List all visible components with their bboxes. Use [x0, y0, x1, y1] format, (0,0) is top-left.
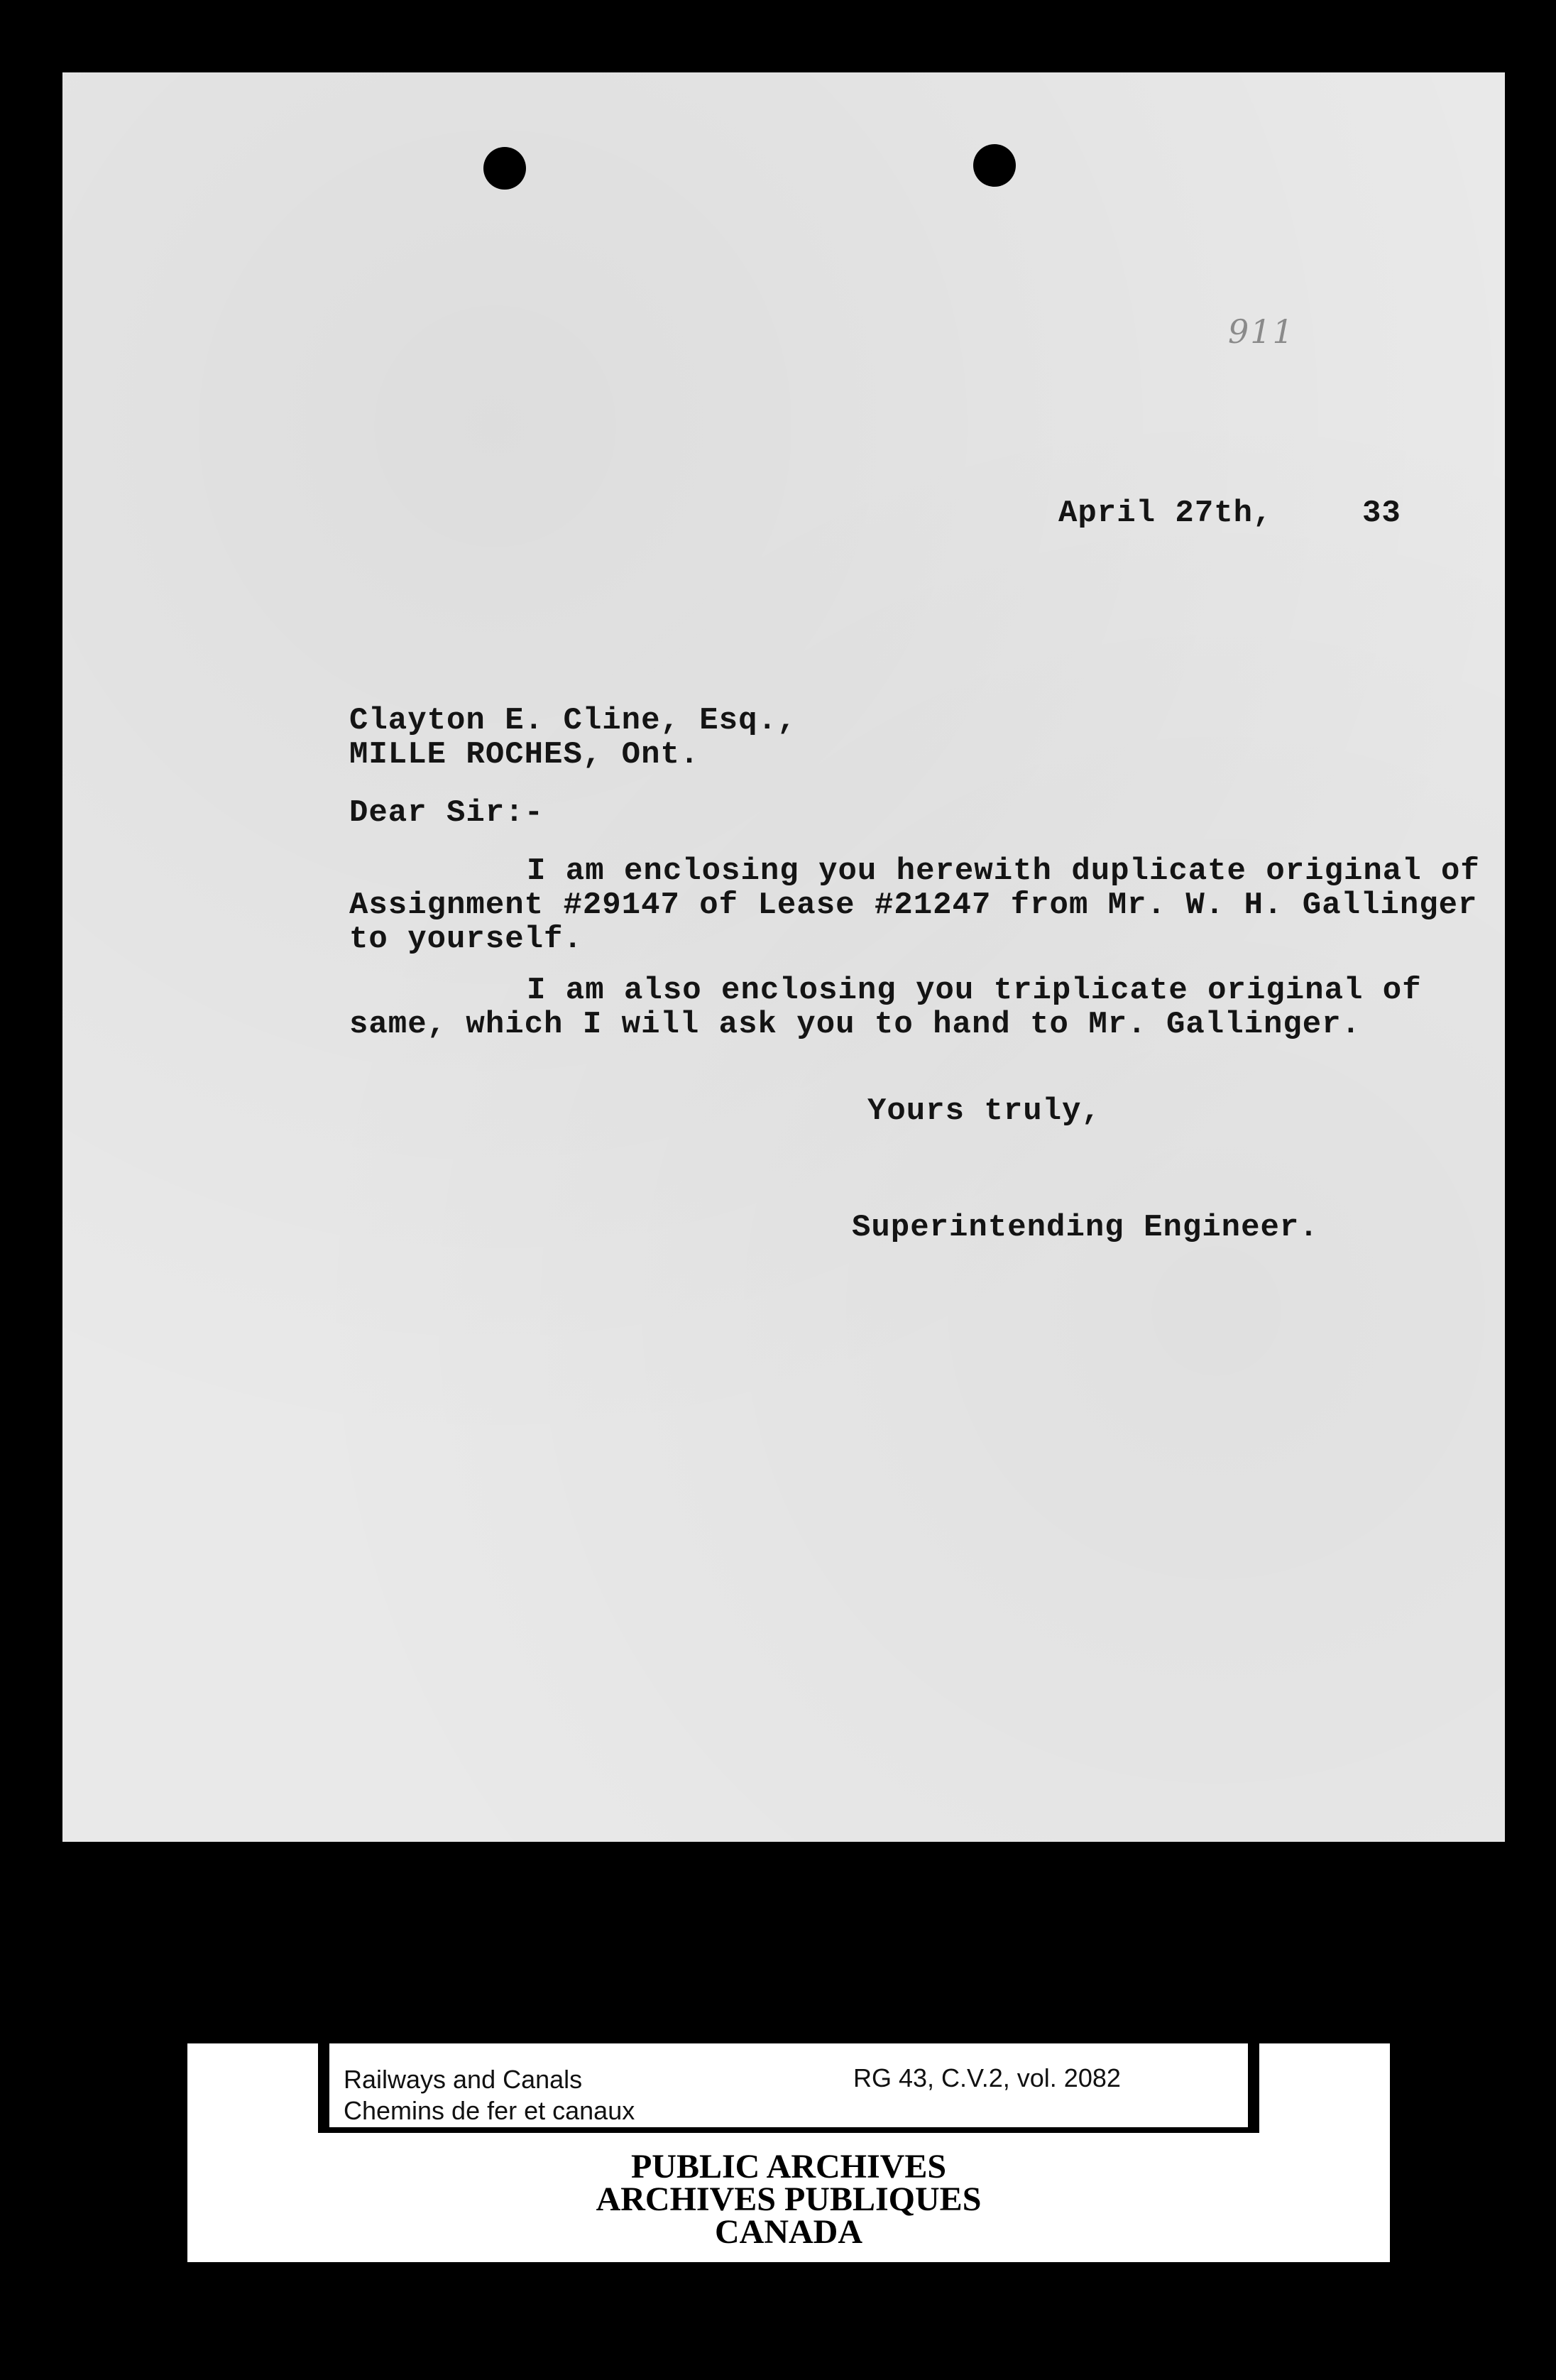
signature-title: Superintending Engineer. — [852, 1210, 1319, 1245]
label-reference-box — [329, 2043, 1248, 2127]
recipient-place: MILLE ROCHES, Ont. — [349, 737, 700, 773]
salutation: Dear Sir:- — [349, 795, 544, 831]
letter-sheet — [62, 72, 1505, 1842]
paragraph1-line: to yourself. — [349, 922, 583, 957]
label-reference-bar — [318, 2043, 1259, 2133]
archives-country: CANADA — [715, 2213, 862, 2251]
letter-date: April 27th, — [1058, 496, 1273, 531]
pencil-file-number: 911 — [1228, 312, 1295, 351]
archives-title-fr: ARCHIVES PUBLIQUES — [596, 2180, 982, 2218]
paragraph1-line: Assignment #29147 of Lease #21247 from Mr. W. H. Gallinger — [349, 888, 1478, 923]
recipient-name: Clayton E. Cline, Esq., — [349, 703, 797, 738]
archive-label — [187, 2043, 1390, 2262]
letter-year: 33 — [1362, 496, 1401, 531]
department-en: Railways and Canals — [344, 2065, 583, 2094]
paragraph2-line: same, which I will ask you to hand to Mr. Gallinger. — [349, 1007, 1362, 1042]
archives-title-en: PUBLIC ARCHIVES — [630, 2148, 947, 2185]
punch-hole-right — [973, 144, 1016, 187]
paragraph2-line: I am also enclosing you triplicate original of — [527, 973, 1422, 1008]
paragraph1-line: I am enclosing you herewith duplicate original of — [527, 853, 1480, 889]
archive-reference: RG 43, C.V.2, vol. 2082 — [853, 2063, 1121, 2092]
punch-hole-left — [483, 147, 526, 190]
department-fr: Chemins de fer et canaux — [344, 2096, 635, 2125]
closing: Yours truly, — [867, 1093, 1101, 1129]
